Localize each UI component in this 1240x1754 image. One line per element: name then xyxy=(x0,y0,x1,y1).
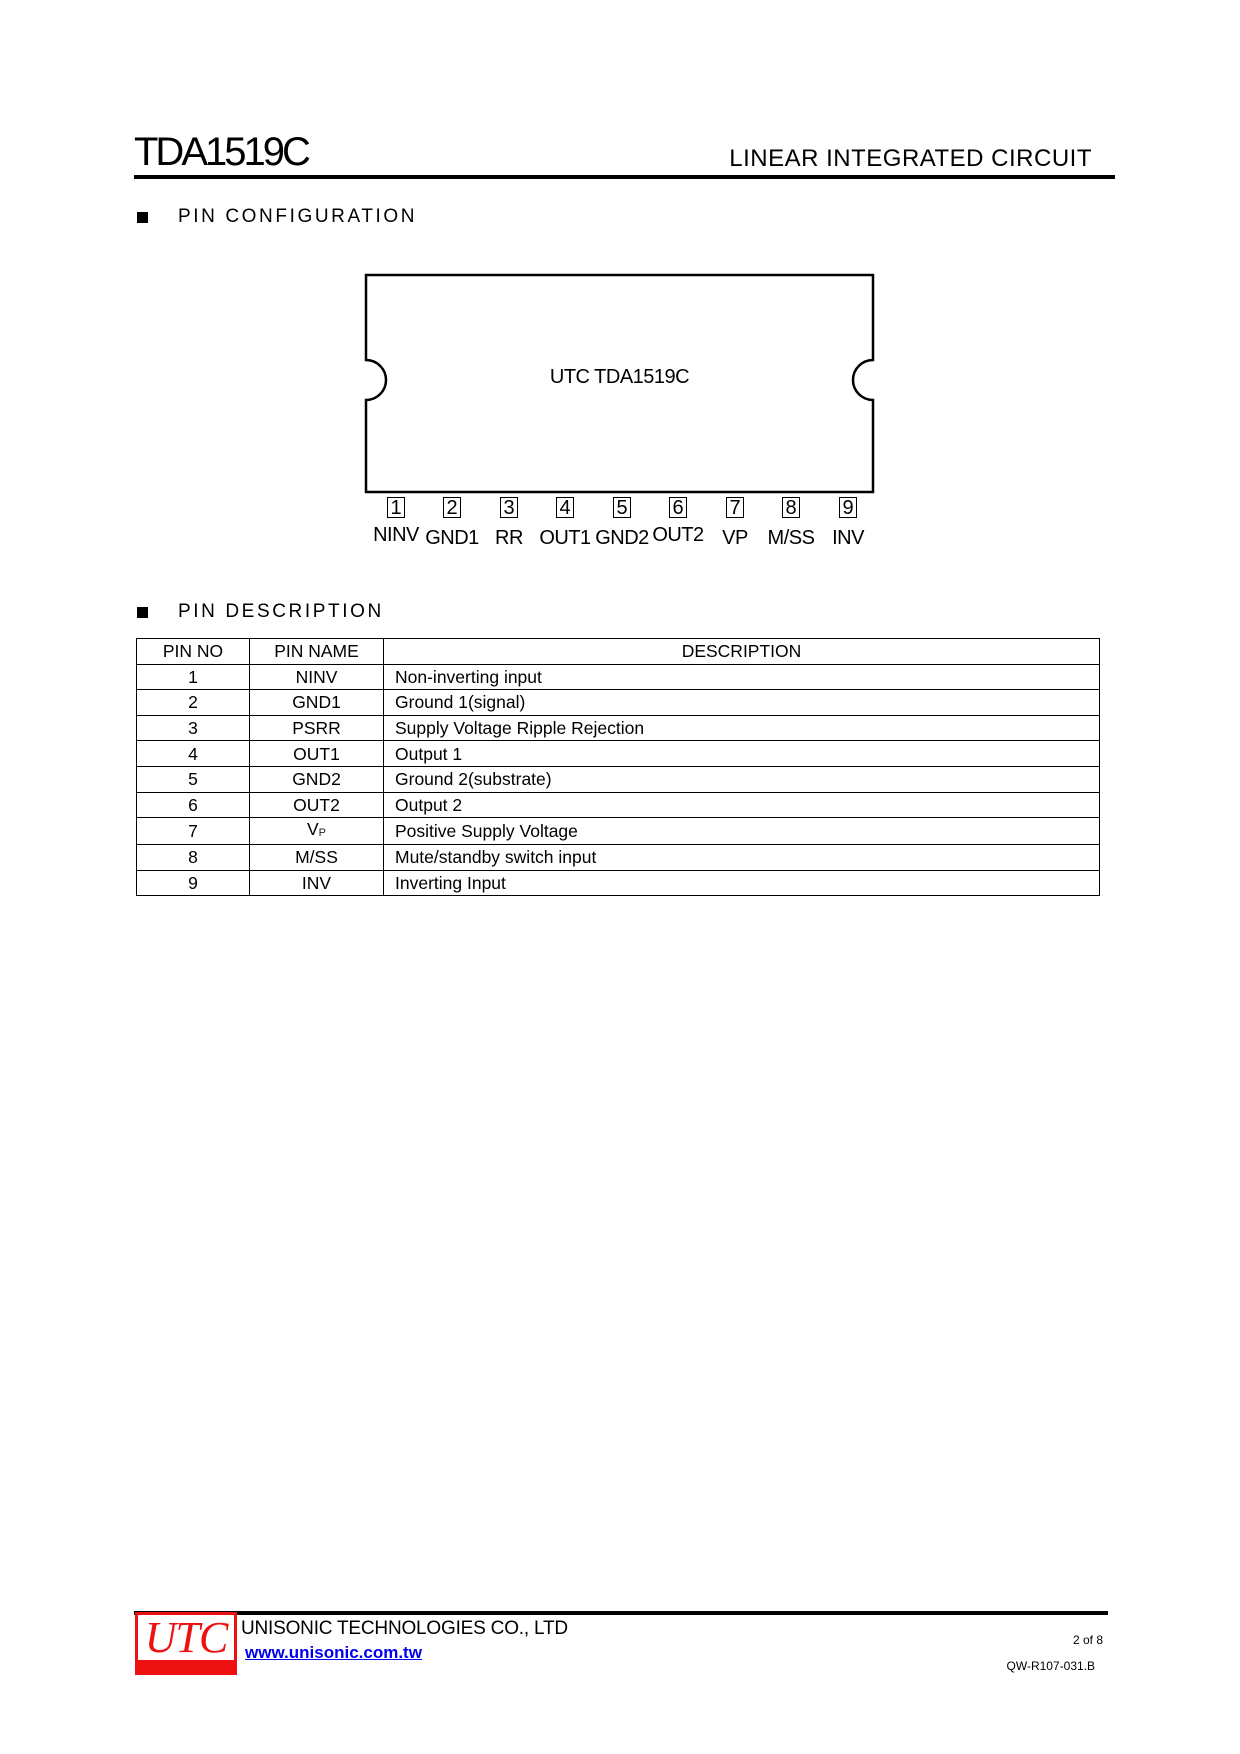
pin-name-cell: PSRR xyxy=(250,715,384,741)
table-row xyxy=(137,792,1100,818)
square-bullet-icon xyxy=(137,212,148,223)
document-category: LINEAR INTEGRATED CIRCUIT xyxy=(729,145,1092,172)
pin-no-cell: 2 xyxy=(137,690,250,716)
description-cell: Output 2 xyxy=(384,792,1100,818)
logo-inner-panel xyxy=(138,1612,234,1662)
pin-name-cell: OUT2 xyxy=(250,792,384,818)
column-header-description: DESCRIPTION xyxy=(384,639,1100,665)
section-title: PIN CONFIGURATION xyxy=(178,206,418,227)
pin-no-cell: 7 xyxy=(137,818,250,845)
pin-name-8: M/SS xyxy=(767,527,815,549)
description-cell: Inverting Input xyxy=(384,870,1100,896)
pin-number-3: 3 xyxy=(500,497,518,518)
pin-no-cell: 1 xyxy=(137,664,250,690)
pin-no-cell: 6 xyxy=(137,792,250,818)
pin-name-5: GND2 xyxy=(595,527,649,549)
section-title: PIN DESCRIPTION xyxy=(178,601,384,622)
pin-name-6: OUT2 xyxy=(652,524,704,546)
pin-name-cell: GND1 xyxy=(250,690,384,716)
pin-number-2: 2 xyxy=(443,497,461,518)
document-code: QW-R107-031.B xyxy=(1006,1659,1095,1673)
pin-number-6: 6 xyxy=(669,497,687,518)
pin-no-cell: 9 xyxy=(137,870,250,896)
pin-name-main: V xyxy=(306,819,319,840)
description-cell: Mute/standby switch input xyxy=(384,845,1100,871)
chip-label: UTC TDA1519C xyxy=(549,366,690,388)
company-name: UNISONIC TECHNOLOGIES CO., LTD xyxy=(241,1618,568,1639)
square-bullet-icon xyxy=(137,607,148,618)
pin-number-8: 8 xyxy=(782,497,800,518)
description-cell: Ground 1(signal) xyxy=(384,690,1100,716)
table-row xyxy=(137,766,1100,792)
pin-name-cell: NINV xyxy=(250,664,384,690)
description-cell: Ground 2(substrate) xyxy=(384,766,1100,792)
table-row xyxy=(137,818,1100,845)
table-row xyxy=(137,715,1100,741)
pin-name-cell: M/SS xyxy=(250,845,384,871)
pin-number-5: 5 xyxy=(613,497,631,518)
column-header-pin-no: PIN NO xyxy=(137,639,250,665)
pin-name-9: INV xyxy=(832,527,864,549)
section-heading-pin-description xyxy=(137,601,384,623)
pin-no-cell: 3 xyxy=(137,715,250,741)
pin-name-1: NINV xyxy=(373,524,419,546)
table-row xyxy=(137,870,1100,896)
pin-name-3: RR xyxy=(495,527,523,549)
logo-text: UTC xyxy=(144,1612,228,1662)
pin-no-cell: 5 xyxy=(137,766,250,792)
description-cell: Output 1 xyxy=(384,741,1100,767)
pin-name-cell xyxy=(250,818,384,845)
pin-name-cell: GND2 xyxy=(250,766,384,792)
utc-logo xyxy=(135,1612,237,1675)
pin-no-cell: 8 xyxy=(137,845,250,871)
pin-number-9: 9 xyxy=(839,497,857,518)
section-heading-pin-configuration xyxy=(137,206,417,228)
pin-name-cell: OUT1 xyxy=(250,741,384,767)
header-divider xyxy=(134,175,1115,179)
page-number: 2 of 8 xyxy=(1072,1633,1103,1647)
column-header-pin-name: PIN NAME xyxy=(250,639,384,665)
pin-name-2: GND1 xyxy=(425,527,479,549)
table-row xyxy=(137,664,1100,690)
website-link[interactable]: www.unisonic.com.tw xyxy=(245,1643,422,1662)
pin-number-4: 4 xyxy=(556,497,574,518)
description-cell: Non-inverting input xyxy=(384,664,1100,690)
table-row xyxy=(137,845,1100,871)
pin-name-subscript: P xyxy=(318,827,327,840)
document-title: TDA1519C xyxy=(134,130,308,174)
footer-divider xyxy=(134,1611,1108,1615)
pin-number-1: 1 xyxy=(387,497,405,518)
pin-name-cell: INV xyxy=(250,870,384,896)
pin-no-cell: 4 xyxy=(137,741,250,767)
pin-name-4: OUT1 xyxy=(539,527,591,549)
table-header-row xyxy=(137,639,1100,665)
description-cell: Supply Voltage Ripple Rejection xyxy=(384,715,1100,741)
pin-number-7: 7 xyxy=(726,497,744,518)
table-row xyxy=(137,741,1100,767)
table-row xyxy=(137,690,1100,716)
pin-description-table xyxy=(136,638,1100,896)
description-cell: Positive Supply Voltage xyxy=(384,818,1100,845)
pin-name-7: VP xyxy=(722,527,748,549)
